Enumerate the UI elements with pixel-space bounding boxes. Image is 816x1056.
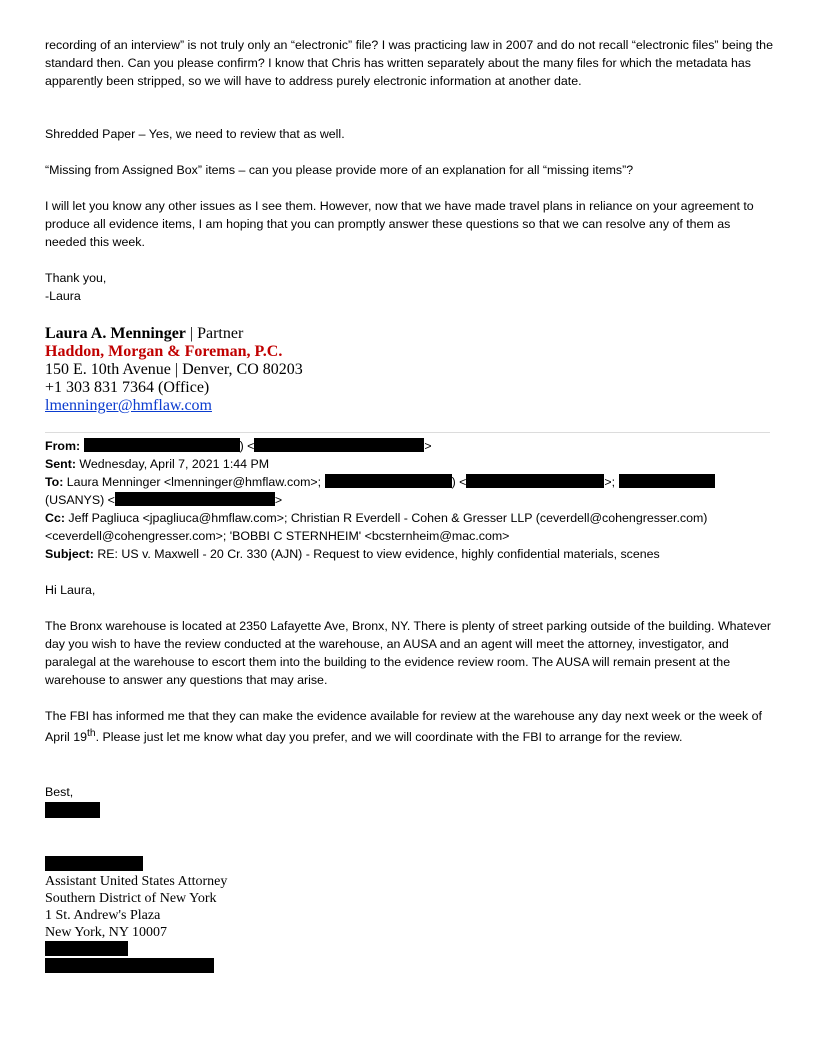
closing-best: Best, xyxy=(45,785,74,799)
signoff-laura: -Laura xyxy=(45,289,81,303)
paragraph-warehouse: The Bronx warehouse is located at 2350 Lafayette Ave, Bronx, NY. There is plenty of street parking outside of the building. Whatever day you wish to have the review conducted at the warehouse, an AUSA and an agent will meet the attorney, investigator, and paralegal at the warehouse to escort them into the building to the evidence review room. The AUSA will remain present at the warehouse to answer any questions that may arise. xyxy=(45,619,771,687)
from-line xyxy=(45,437,775,455)
ausa-office: Southern District of New York xyxy=(45,891,217,906)
paragraph-electronic-files: recording of an interview” is not truly only an “electronic” file? I was practicing law in 2007 and do not recall “electronic files” being the standard then. Can you please confirm? I know that Chris has written separately about the many files for which the metadata has apparently been stripped, so we will have to address purely electronic information at another date. xyxy=(45,38,773,88)
cc-line xyxy=(45,509,775,527)
redaction-box xyxy=(84,438,240,452)
to-value: Laura Menninger <lmenninger@hmflaw.com>; xyxy=(63,475,322,489)
from-separator: ) < xyxy=(239,439,255,453)
ausa-title: Assistant United States Attorney xyxy=(45,874,228,889)
from-close: > xyxy=(424,439,432,453)
to-label: To: xyxy=(45,475,64,489)
subject-label: Subject: xyxy=(45,547,94,561)
subject-value: RE: US v. Maxwell - 20 Cr. 330 (AJN) - Request to view evidence, highly confidential materials, scenes xyxy=(93,547,660,561)
paragraph-shredded-paper: Shredded Paper – Yes, we need to review that as well. xyxy=(45,127,345,141)
ordinal-suffix: th xyxy=(87,728,96,739)
paragraph-missing-items: “Missing from Assigned Box” items – can you please provide more of an explanation for all “missing items”? xyxy=(45,163,634,177)
to-line-2 xyxy=(45,491,775,509)
thank-you-line: Thank you, xyxy=(45,271,107,285)
fbi-text-b: . Please just let me know what day you prefer, and we will coordinate with the FBI to arrange for the review. xyxy=(95,730,683,745)
paragraph-fbi-availability xyxy=(45,707,775,746)
redaction-box xyxy=(254,438,424,452)
to-close: >; xyxy=(604,475,616,489)
redaction-box xyxy=(45,941,128,956)
sent-value: Wednesday, April 7, 2021 1:44 PM xyxy=(75,457,270,471)
sent-label: Sent: xyxy=(45,457,76,471)
redaction-box xyxy=(45,856,143,871)
redaction-box xyxy=(619,474,715,488)
cc-value: Jeff Pagliuca <jpagliuca@hmflaw.com>; Christian R Everdell - Cohen & Gresser LLP (ceverdell@cohengresser.com) xyxy=(64,511,708,525)
ausa-address-1: 1 St. Andrew's Plaza xyxy=(45,908,161,923)
redaction-box xyxy=(325,474,452,488)
redaction-box xyxy=(45,802,100,818)
cc-label: Cc: xyxy=(45,511,65,525)
to-line2-close: > xyxy=(274,493,283,507)
signature-name-line xyxy=(45,325,243,343)
from-label: From: xyxy=(45,439,81,453)
signature-address: 150 E. 10th Avenue | Denver, CO 80203 xyxy=(45,361,303,378)
cc-line-2: <ceverdell@cohengresser.com>; 'BOBBI C STERNHEIM' <bcsternheim@mac.com> xyxy=(45,529,510,543)
redaction-box xyxy=(115,492,275,506)
paragraph-travel-plans: I will let you know any other issues as I see them. However, now that we have made travel plans in reliance on your agreement to produce all evidence items, I am hoping that you can promptly answer these questions so that we can resolve any of them as needed this week. xyxy=(45,199,754,249)
signature-phone: +1 303 831 7364 (Office) xyxy=(45,379,210,396)
to-usanys: (USANYS) < xyxy=(45,493,115,507)
sent-line xyxy=(45,455,775,473)
signature-email-link[interactable]: lmenninger@hmflaw.com xyxy=(45,397,212,414)
to-line xyxy=(45,473,775,491)
subject-line xyxy=(45,545,775,563)
ausa-address-2: New York, NY 10007 xyxy=(45,925,167,940)
signature-firm: Haddon, Morgan & Foreman, P.C. xyxy=(45,343,283,360)
greeting: Hi Laura, xyxy=(45,583,96,597)
redaction-box xyxy=(466,474,604,488)
fbi-text-a: The FBI has informed me that they can make the evidence available for review at the warehouse any day next week or the week of April 19 xyxy=(45,709,762,745)
to-separator: ) < xyxy=(451,475,467,489)
header-divider xyxy=(45,432,770,433)
redaction-box xyxy=(45,958,214,973)
signature-title: | Partner xyxy=(185,325,244,342)
signature-name: Laura A. Menninger xyxy=(45,325,186,342)
